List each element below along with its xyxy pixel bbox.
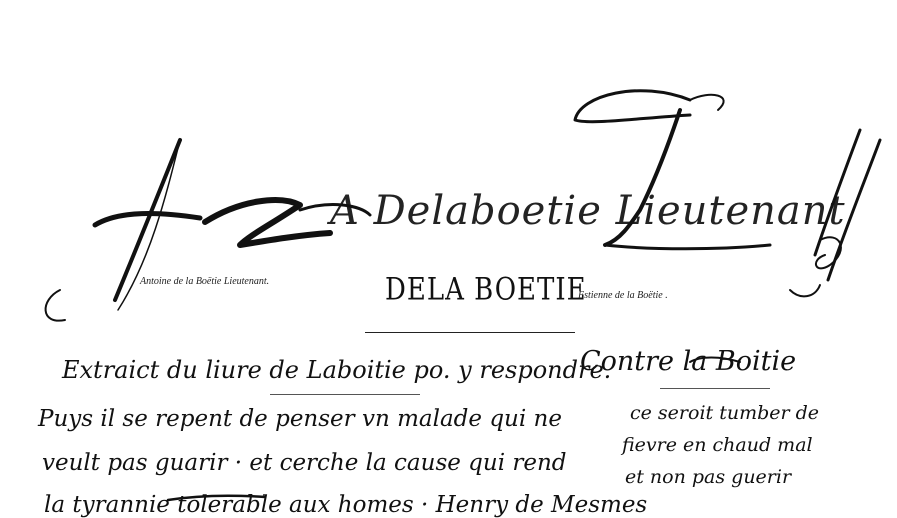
antoine-caption: Antoine de la Boëtie Lieutenant.: [140, 276, 270, 287]
divider-rule: [365, 332, 575, 333]
right-line-3: et non pas guerir: [625, 466, 792, 488]
heading-underline-left: [270, 394, 420, 395]
left-line-1: Puys il se repent de penser vn malade qui ne: [38, 406, 562, 432]
heading-underline-right: [660, 388, 770, 389]
right-line-1: ce seroit tumber de: [630, 402, 820, 424]
left-line-2: veult pas guarir · et cerche la cause qui rend: [42, 450, 567, 476]
antoine-signature-text: A Delaboetie Lieutenant: [330, 188, 846, 234]
contre-heading: Contre la Boitie: [580, 346, 797, 377]
estienne-caption: Estienne de la Boëtie .: [578, 290, 668, 301]
left-line-3: la tyrannie tolerable aux homes · Henry de Mesmes: [44, 492, 648, 518]
right-line-2: fievre en chaud mal: [622, 434, 813, 456]
center-signature: DELA BOETIE: [385, 272, 587, 308]
excerpt-heading: Extraict du liure de Laboitie po. y respondre.: [62, 356, 612, 384]
